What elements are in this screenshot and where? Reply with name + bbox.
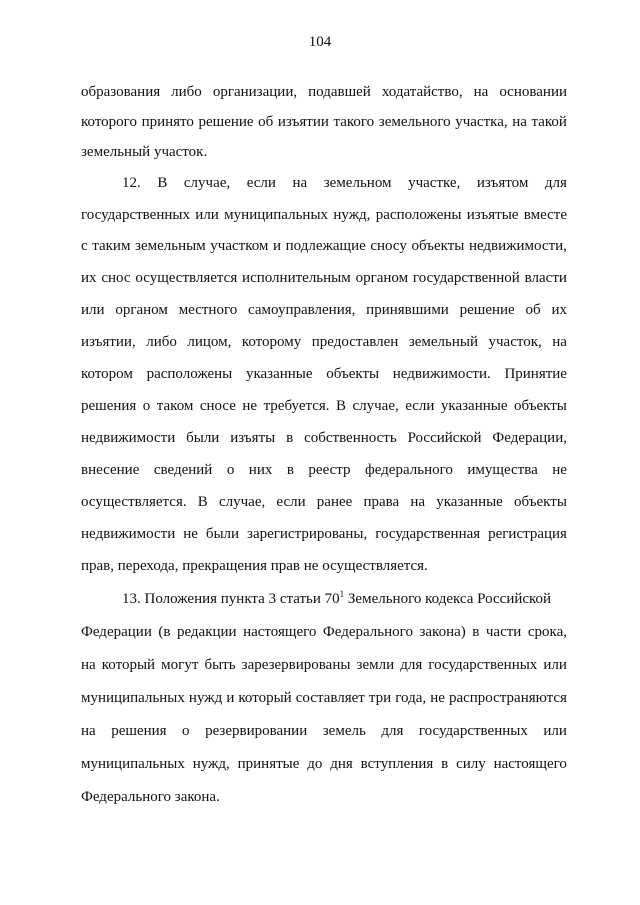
paragraph-13-lead-rest: Земельного кодекса Российской: [344, 591, 552, 607]
word: нужд: [188, 690, 223, 706]
word: если: [276, 494, 306, 510]
word: их: [551, 302, 567, 318]
word: решение: [459, 302, 515, 318]
word: были: [205, 526, 240, 542]
word: (в: [158, 624, 171, 640]
word: на: [292, 175, 308, 191]
word: такой: [531, 114, 567, 130]
word: принявшими: [366, 302, 449, 318]
word: земли: [356, 657, 395, 673]
paragraph-12-line-10: [81, 460, 567, 480]
word: или: [543, 657, 567, 673]
word: котором: [81, 366, 133, 382]
word: случае,: [183, 175, 231, 191]
word: закона): [419, 624, 466, 640]
word: муниципальных: [81, 690, 185, 706]
word: или: [195, 207, 219, 223]
word: если: [246, 175, 276, 191]
word: них: [248, 462, 273, 478]
word: резервировании: [205, 723, 308, 739]
paragraph-12-line-7: [81, 364, 567, 384]
word: изъятии,: [81, 334, 136, 350]
word: случае,: [218, 494, 266, 510]
word: земель: [322, 723, 366, 739]
word: зарегистрированы,: [247, 526, 368, 542]
word: настоящего: [493, 756, 567, 772]
word: внесение: [81, 462, 140, 478]
word: три: [368, 690, 392, 706]
word: объекты: [513, 398, 567, 414]
word: решение: [198, 114, 254, 130]
word: указанные: [440, 398, 508, 414]
paragraph-13-line-7: Федерального закона.: [81, 789, 220, 805]
word: настоящего: [243, 624, 317, 640]
word: изъятые: [466, 207, 519, 223]
paragraph-13-line-3: [81, 655, 567, 675]
word: недвижимости: [81, 430, 176, 446]
word: земельном: [323, 175, 392, 191]
word: Российской: [407, 430, 482, 446]
word: образования: [81, 84, 161, 100]
word: 12.: [122, 175, 141, 191]
word: или: [543, 723, 567, 739]
word: в: [441, 756, 449, 772]
word: самоуправления,: [248, 302, 356, 318]
word: которому: [241, 334, 302, 350]
word: в: [472, 624, 480, 640]
word: до: [307, 756, 323, 772]
word: которого: [81, 114, 137, 130]
word: власти: [524, 270, 567, 286]
paragraph-11-line-3: земельный участок.: [81, 144, 208, 160]
word: или: [81, 302, 105, 318]
word: муниципальных: [81, 756, 185, 772]
word: и: [273, 238, 282, 254]
word: либо: [146, 334, 177, 350]
word: местного: [178, 302, 238, 318]
word: в: [286, 462, 294, 478]
word: требуется.: [263, 398, 330, 414]
paragraph-13-line-4: [81, 688, 567, 708]
word: федерального: [365, 462, 453, 478]
word: Принятие: [504, 366, 567, 382]
paragraph-12-line-11: [81, 492, 567, 512]
word: силу: [456, 756, 486, 772]
word: Федерации,: [492, 430, 567, 446]
word: исполнительным: [242, 270, 351, 286]
word: о: [142, 398, 151, 414]
paragraph-12-line-9: [81, 428, 567, 448]
word: если: [405, 398, 435, 414]
word: участок,: [488, 334, 542, 350]
word: осуществляется: [135, 270, 238, 286]
word: вместе: [523, 207, 567, 223]
word: их: [81, 270, 97, 286]
paragraph-11-line-2: [81, 112, 567, 132]
word: органом: [355, 270, 409, 286]
word: на: [81, 657, 96, 673]
word: части: [485, 624, 522, 640]
word: о: [182, 723, 190, 739]
word: таком: [156, 398, 194, 414]
paragraph-13-lead: 13. Положения пункта 3 статьи 70: [122, 591, 340, 607]
word: об: [258, 114, 274, 130]
word: ранее: [316, 494, 353, 510]
word: реестр: [308, 462, 351, 478]
word: зарезервированы: [241, 657, 351, 673]
word: не: [242, 398, 258, 414]
word: недвижимости: [81, 526, 176, 542]
paragraph-13-line-5: [81, 721, 567, 741]
word: с: [81, 238, 88, 254]
word: В: [336, 398, 347, 414]
word: объекты: [411, 238, 465, 254]
word: расположены: [375, 207, 462, 223]
paragraph-12-line-13: прав, перехода, прекращения прав не осуществляется.: [81, 558, 428, 574]
word: составляет: [295, 690, 365, 706]
word: для: [381, 723, 404, 739]
word: на: [410, 494, 426, 510]
word: не: [552, 462, 567, 478]
word: имущества: [467, 462, 538, 478]
paragraph-12-line-12: [81, 524, 567, 544]
word: таким: [92, 238, 131, 254]
word: сносе: [199, 398, 236, 414]
paragraph-12-line-2: [81, 205, 567, 225]
paragraph-12-line-6: [81, 332, 567, 352]
word: на: [552, 334, 567, 350]
word: либо: [171, 84, 202, 100]
word: быть: [204, 657, 236, 673]
word: принято: [141, 114, 194, 130]
word: были: [186, 430, 220, 446]
word: подлежащие: [285, 238, 366, 254]
word: государственной: [412, 270, 520, 286]
word: В: [197, 494, 208, 510]
word: Федерального: [322, 624, 413, 640]
word: основании: [499, 84, 567, 100]
word: редакции: [176, 624, 237, 640]
word: участком: [210, 238, 269, 254]
word: расположены: [146, 366, 233, 382]
word: об: [525, 302, 541, 318]
word: принятые: [237, 756, 300, 772]
word: муниципальных: [224, 207, 329, 223]
word: на: [473, 84, 489, 100]
word: государственных: [81, 207, 190, 223]
word: участка,: [455, 114, 508, 130]
word: изъяты: [230, 430, 276, 446]
word: участке,: [408, 175, 461, 191]
word: сведений: [153, 462, 213, 478]
word: дня: [330, 756, 353, 772]
word: ходатайство,: [381, 84, 463, 100]
paragraph-12-line-1: [122, 173, 567, 193]
word: решения: [81, 398, 137, 414]
word: органом: [115, 302, 168, 318]
word: недвижимости.: [392, 366, 491, 382]
word: государственная: [375, 526, 481, 542]
word: В: [157, 175, 168, 191]
word: объекты: [326, 366, 380, 382]
word: вступления: [360, 756, 434, 772]
paragraph-12-line-8: [81, 396, 567, 416]
word: лицом,: [187, 334, 232, 350]
paragraph-13-line-1: [122, 589, 567, 609]
word: объекты: [514, 494, 567, 510]
word: срока,: [527, 624, 567, 640]
paragraph-13-line-6: [81, 754, 567, 774]
paragraph-12-line-5: [81, 300, 567, 320]
word: осуществляется.: [81, 494, 187, 510]
word: недвижимости,: [468, 238, 567, 254]
article-superscript: 1: [339, 589, 345, 599]
word: собственность: [304, 430, 397, 446]
word: земельным: [135, 238, 206, 254]
word: изъятом: [476, 175, 529, 191]
word: государственных: [428, 657, 538, 673]
paragraph-12-line-4: [81, 268, 567, 288]
word: на: [512, 114, 527, 130]
word: указанные: [245, 366, 313, 382]
word: который: [238, 690, 292, 706]
word: который: [101, 657, 156, 673]
word: изъятии: [277, 114, 329, 130]
word: случае,: [352, 398, 399, 414]
word: сносу: [370, 238, 407, 254]
word: регистрация: [488, 526, 567, 542]
word: могут: [161, 657, 199, 673]
word: нужд,: [333, 207, 371, 223]
word: такого: [333, 114, 375, 130]
word: года,: [395, 690, 427, 706]
word: государственных: [418, 723, 528, 739]
word: Федерации: [81, 624, 152, 640]
paragraph-13-line-2: [81, 622, 567, 642]
page-number: 104: [308, 34, 332, 50]
word: нужд,: [192, 756, 230, 772]
word: в: [286, 430, 294, 446]
word: для: [544, 175, 567, 191]
word: на: [81, 723, 96, 739]
word: права: [363, 494, 400, 510]
word: земельный: [408, 334, 479, 350]
word: предоставлен: [311, 334, 399, 350]
word: и: [226, 690, 235, 706]
word: не: [183, 526, 198, 542]
paragraph-11-line-1: [81, 82, 567, 102]
word: подавшей: [308, 84, 371, 100]
word: распространяются: [448, 690, 567, 706]
word: земельного: [378, 114, 451, 130]
paragraph-12-line-3: [81, 236, 567, 256]
word: указанные: [436, 494, 503, 510]
word: о: [226, 462, 235, 478]
word: решения: [111, 723, 167, 739]
word: снос: [101, 270, 131, 286]
word: для: [400, 657, 423, 673]
word: организации,: [212, 84, 298, 100]
word: не: [430, 690, 445, 706]
